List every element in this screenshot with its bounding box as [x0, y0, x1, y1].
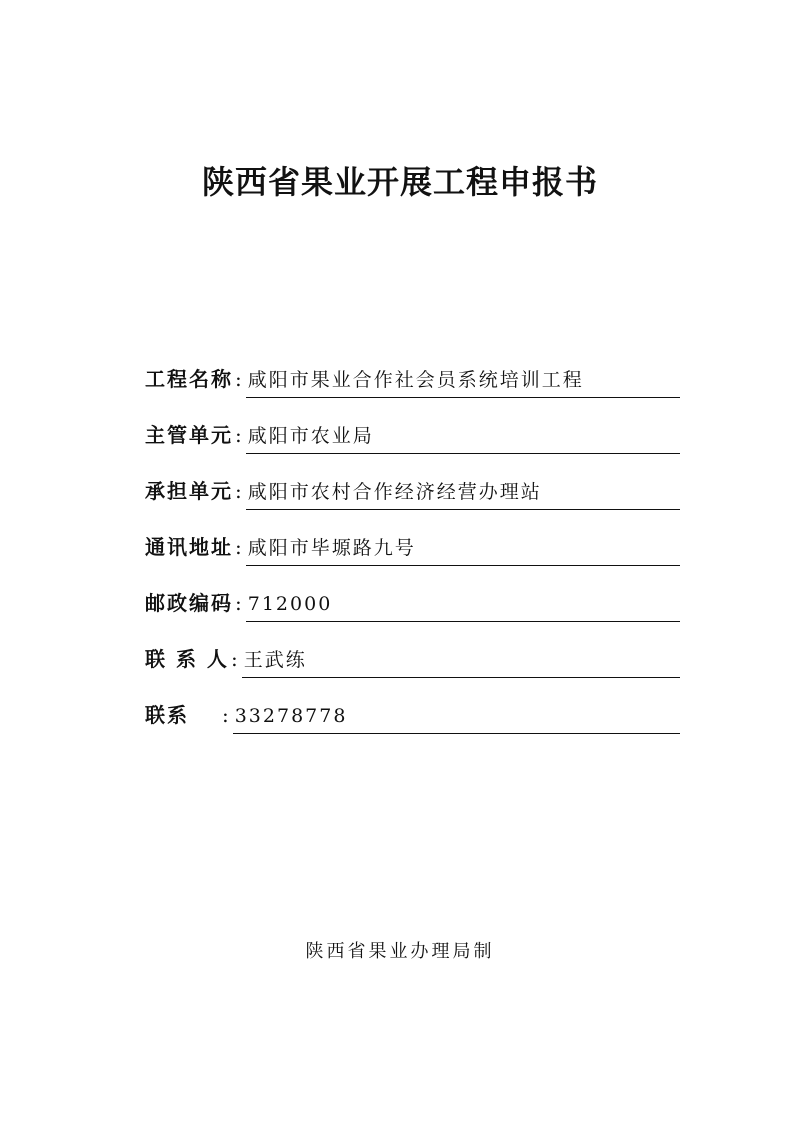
- field-value: 咸阳市农业局: [246, 419, 680, 454]
- field-colon: :: [235, 367, 242, 391]
- field-label: 邮政编码: [145, 591, 233, 615]
- document-title: 陕西省果业开展工程申报书: [201, 163, 598, 201]
- field-colon: :: [235, 423, 242, 447]
- issuer-footer: 陕西省果业办理局制: [305, 941, 495, 962]
- field-project-name: [145, 342, 680, 398]
- field-label: 通讯地址: [145, 535, 233, 559]
- field-undertaking-unit: [145, 454, 680, 510]
- field-address: [145, 510, 680, 566]
- field-postal-code: [145, 566, 680, 622]
- field-colon: :: [235, 479, 242, 503]
- field-label: 承担单元: [145, 479, 233, 503]
- field-value: 咸阳市农村合作经济经营办理站: [246, 475, 680, 510]
- field-label: 联 系 人: [145, 647, 229, 671]
- field-label: 联系: [145, 703, 220, 727]
- form-fields: [145, 342, 680, 734]
- field-label: 工程名称: [145, 367, 233, 391]
- field-contact-person: [145, 622, 680, 678]
- field-value: 王武练: [242, 643, 680, 678]
- field-colon: :: [235, 591, 242, 615]
- field-value: 咸阳市毕塬路九号: [246, 531, 680, 566]
- field-label: 主管单元: [145, 423, 233, 447]
- field-value: 咸阳市果业合作社会员系统培训工程: [246, 363, 680, 398]
- field-contact-phone: [145, 678, 680, 734]
- field-colon: :: [221, 703, 229, 727]
- field-supervising-unit: [145, 398, 680, 454]
- field-value: 33278778: [233, 699, 680, 734]
- field-colon: :: [230, 647, 238, 671]
- field-colon: :: [235, 535, 242, 559]
- field-value: 712000: [246, 587, 680, 622]
